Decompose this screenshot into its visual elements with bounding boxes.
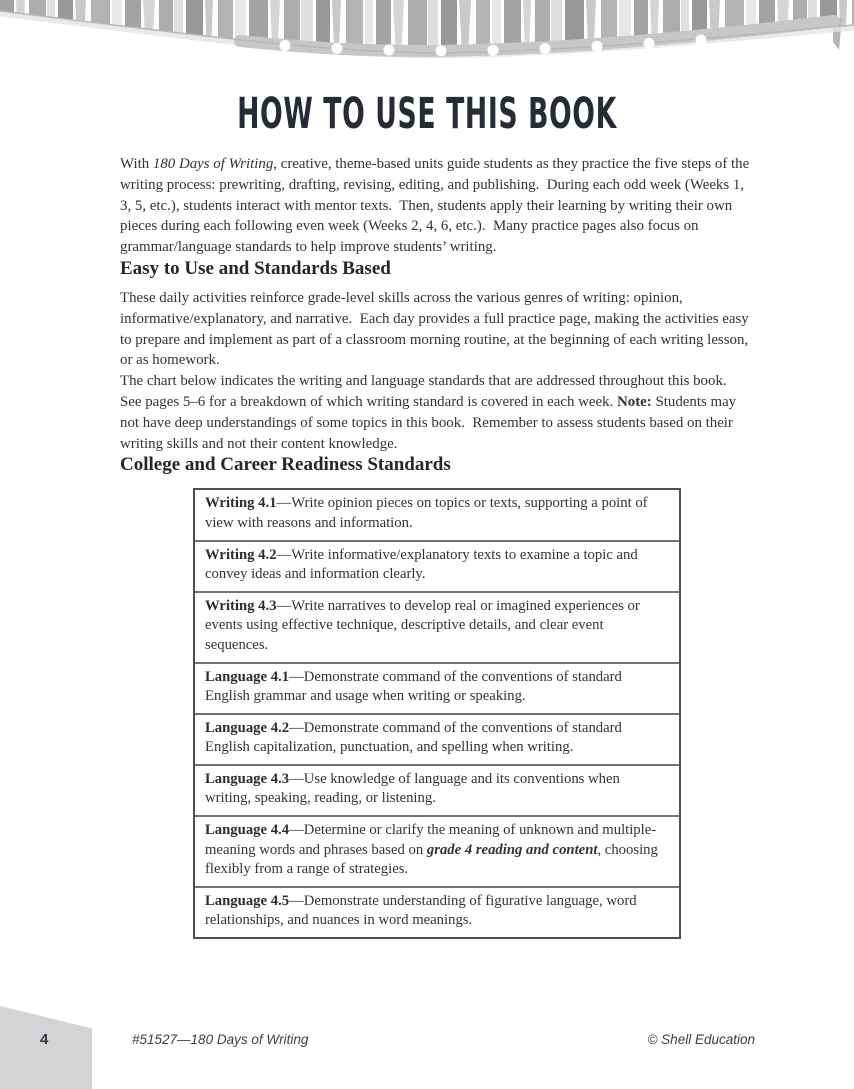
- decorative-stripe: [663, 0, 680, 60]
- text-run: —Write opinion pieces on topics or texts, supporting a point of view with reasons and information.: [205, 495, 648, 531]
- standards-table-row: [195, 815, 679, 886]
- text-run: —Use knowledge of language and its conventions when writing, speaking, reading, or listening.: [205, 770, 620, 807]
- page-content: [120, 154, 754, 939]
- decorative-stripe: [0, 0, 14, 60]
- decorative-top-border: [0, 0, 854, 64]
- decorative-stripe: [47, 0, 55, 60]
- text-run: —Write informative/explanatory texts to examine a topic and convey ideas and information clearly.: [205, 546, 638, 583]
- section-heading-standards: College and Career Readiness Standards: [120, 454, 451, 476]
- standard-label: Language 4.1: [205, 668, 290, 685]
- decorative-stripe: [681, 0, 689, 60]
- text-run: —Demonstrate command of the conventions of standard English grammar and usage when writing or speaking.: [205, 668, 622, 705]
- text-run: With: [120, 156, 153, 172]
- standards-table-row: [195, 540, 679, 591]
- decorative-stripe: [634, 0, 648, 60]
- chart-note-paragraph: [120, 371, 754, 454]
- standards-table-row: [195, 662, 679, 713]
- text-run: Students may not have deep understandings of some topics in this book. Remember to assess students based on their writing skills and not their content knowledge.: [120, 393, 737, 452]
- text-run: These daily activities reinforce grade-level skills across the various genres of writing: opinion, informative/explanatory, and narrative. Each day provides a full practice page, making the activities easy to prepare and implement as part of a classroom morning routine, at the beginning of each writing lesson, or as homework.: [120, 289, 749, 369]
- decorative-stripe: [205, 0, 213, 60]
- decorative-stripe: [58, 0, 73, 60]
- standards-table-row: [195, 713, 679, 764]
- standards-table-row: [195, 591, 679, 662]
- standards-table: [193, 488, 681, 939]
- decorative-stripe: [29, 0, 46, 60]
- page-title: HOW TO USE THIS BOOK: [237, 89, 617, 139]
- standard-label: Language 4.4: [205, 822, 290, 839]
- decorative-stripe: [249, 0, 268, 60]
- decorative-stripe: [650, 0, 659, 60]
- footer-book-id: #51527—180 Days of Writing: [132, 1032, 309, 1047]
- standard-label: Language 4.5: [205, 892, 290, 909]
- decorative-stripe: [91, 0, 110, 60]
- decorative-stripe: [235, 0, 246, 60]
- text-run: —Determine or clarify the meaning of unknown and multiple-meaning words and phrases based on: [205, 822, 657, 858]
- text-run: —Demonstrate command of the conventions of standard English capitalization, punctuation, and spelling when writing.: [205, 719, 622, 756]
- text-run: , creative, theme-based units guide students as they practice the five steps of the writing process: prewriting, drafting, revising, editing, and publishing. During each odd week (Weeks 1, 3, 5, etc.), students interact with mentor texts. Then, students apply their learning by writing their own pieces during each following even week (Weeks 2, 4, 6, etc.). Many practice pages also focus on grammar/language standards to help improve students’ writing.: [120, 156, 750, 256]
- standards-table-row: [195, 490, 679, 539]
- standard-label: Writing 4.1: [205, 495, 277, 512]
- standard-label: Writing 4.2: [205, 546, 277, 563]
- decorative-stripe: [174, 0, 183, 60]
- decorative-stripe: [619, 0, 631, 60]
- decorative-stripe: [159, 0, 173, 60]
- standards-table-row: [195, 764, 679, 815]
- standard-label: Writing 4.3: [205, 597, 277, 614]
- section-heading-easy-to-use: Easy to Use and Standards Based: [120, 257, 391, 279]
- text-run: 180 Days of Writing: [152, 156, 274, 172]
- decorative-stripe: [270, 0, 280, 60]
- text-run: The chart below indicates the writing and language standards that are addressed throughout this book. See pages 5–6 for a breakdown of which writing standard is covered in each week.: [120, 373, 731, 410]
- page-number: 4: [40, 1031, 49, 1048]
- text-run: , choosing flexibly from a range of strategies.: [205, 841, 658, 878]
- decorative-stripe: [218, 0, 233, 60]
- standard-label: Language 4.3: [205, 770, 290, 787]
- text-run: Note:: [617, 393, 652, 410]
- text-run: —Demonstrate understanding of figurative language, word relationships, and nuances in word meanings.: [205, 892, 637, 929]
- standards-table-row: [195, 886, 679, 937]
- easy-to-use-paragraph: [120, 288, 754, 371]
- text-run: —Write narratives to develop real or imagined experiences or events using effective technique, descriptive details, and clear event sequences.: [205, 597, 640, 653]
- decorative-stripe: [186, 0, 203, 60]
- text-run: grade 4 reading and content: [426, 841, 598, 858]
- intro-paragraph: [120, 154, 754, 258]
- footer-publisher: © Shell Education: [647, 1032, 755, 1047]
- decorative-stripe: [16, 0, 25, 60]
- decorative-stripe: [75, 0, 86, 60]
- standard-label: Language 4.2: [205, 719, 290, 736]
